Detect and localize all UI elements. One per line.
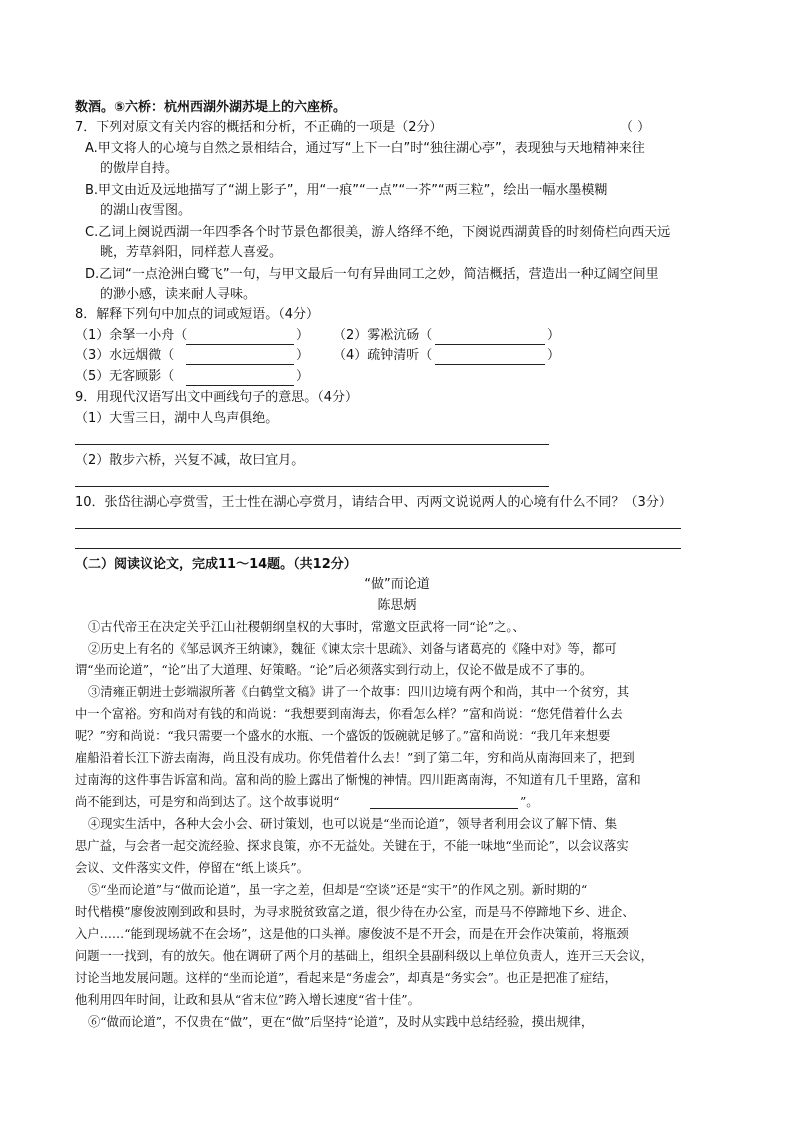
q9-stem: 9．用现代汉语写出文中画线句子的意思。（4分）	[75, 390, 359, 405]
q7-option-d: D.乙词“一点沧洲白鹭飞”一句，与甲文最后一句有异曲同工之妙，简洁概括，营造出一种辽阔空间里	[85, 267, 659, 282]
article-line: ③清雍正朝进士彭端淑所著《白鹤堂文稿》讲了一个故事：四川边境有两个和尚，其中一个贫穷，其	[88, 685, 630, 699]
article-line: 中一个富裕。穷和尚对有钱的和尚说：“我想要到南海去，你看怎么样？”富和尚说：“您凭借着什么去	[75, 707, 623, 721]
q8-answer-blank-3[interactable]	[186, 364, 294, 365]
article-line: 雇船沿着长江下游去南海，尚且没有成功。你凭借着什么去！”到了第二年，穷和尚从南海回来了，把到	[75, 751, 635, 765]
footnote-line: 数酒。⑤六桥：杭州西湖外湖苏堤上的六座桥。	[75, 100, 347, 115]
q10-stem: 10．张岱往湖心亭赏雪，王士性在湖心亭赏月，请结合甲、丙两文说说两人的心境有什么不同？（3分）	[75, 495, 672, 510]
q8-item-2: （2）雾凇沆砀（	[333, 328, 433, 343]
article-line: ④现实生活中，各种大会小会、研讨策划，也可以说是“坐而论道”，领导者利用会议了解下情、集	[88, 817, 618, 831]
article-line: 尚不能到达，可是穷和尚到达了。这个故事说明“	[75, 795, 340, 809]
q9-sentence-2: （2）散步六桥，兴复不减，故曰宜月。	[75, 453, 305, 468]
q8-item-1-close: ）	[296, 328, 310, 343]
article-title: “做”而论道	[364, 577, 430, 592]
q7-option-b-cont: 的湖山夜雪图。	[100, 203, 192, 218]
q8-item-4: （4）疏钟清听（	[333, 348, 433, 363]
q8-item-5: （5）无客顾影（	[75, 369, 175, 384]
q8-item-5-close: ）	[296, 369, 310, 384]
q7-option-d-cont: 的渺小感，读来耐人寻味。	[100, 287, 257, 302]
article-line: ⑥“做而论道”，不仅贵在“做”，更在“做”后坚持“论道”，及时从实践中总结经验，摸出规律，	[88, 1015, 594, 1029]
article-line: 他利用四年时间，让政和县从“省末位”跨入增长速度“省十佳”。	[75, 993, 420, 1007]
q8-item-4-close: ）	[547, 348, 561, 363]
q7-option-c: C.乙词上阕说西湖一年四季各个时节景色都很美，游人络绎不绝，下阕说西湖黄昏的时刻倚栏向西天远	[85, 225, 671, 240]
article-line: 问题一一找到，有的放矢。他在调研了两个月的基础上，组织全县副科级以上单位负责人，连开三天会议，	[75, 949, 653, 963]
q10-answer-line-1[interactable]	[75, 528, 681, 529]
article-line: ⑤“坐而论道”与“做而论道”，虽一字之差，但却是“空谈”还是“实干”的作风之别。新时期的“	[88, 883, 588, 897]
q9-answer-line-1[interactable]	[75, 444, 549, 445]
q7-option-b: B.甲文由近及远地描写了“湖上影子”，用“一痕”“一点”“一芥”“两三粒”，绘出一幅水墨模糊	[85, 183, 608, 198]
q7-option-a: A.甲文将人的心境与自然之景相结合，通过写“上下一白”时“独往湖心亭”，表现独与天地精神来往	[85, 141, 645, 156]
q9-answer-line-2[interactable]	[75, 486, 549, 487]
q8-item-2-close: ）	[547, 328, 561, 343]
article-fill-close: ”。	[520, 795, 539, 809]
article-line: 讨论当地发展问题。这样的“坐而论道”，看起来是“务虚会”，却真是“务实会”。也正是把准了症结，	[75, 971, 617, 985]
q8-answer-blank-5[interactable]	[186, 385, 294, 386]
article-line: 谓“坐而论道”，“论”出了大道理、好策略。“论”后必须落实到行动上，仅论不做是成不了事的。	[75, 663, 593, 677]
q7-stem: 7．下列对原文有关内容的概括和分析，不正确的一项是（2分）	[75, 120, 443, 135]
article-line: ①古代帝王在决定关乎江山社稷朝纲皇权的大事时，常邀文臣武将一同“论”之。、	[88, 620, 525, 634]
q10-answer-line-2[interactable]	[75, 548, 681, 549]
q8-item-1: （1）余拏一小舟（	[75, 328, 188, 343]
q8-stem: 8．解释下列句中加点的词或短语。（4分）	[75, 307, 320, 322]
q8-answer-blank-4[interactable]	[435, 364, 545, 365]
q9-sentence-1: （1）大雪三日，湖中人鸟声俱绝。	[75, 411, 279, 426]
q7-option-c-cont: 眺，芳草斜阳，同样惹人喜爱。	[100, 245, 283, 260]
q8-answer-blank-2[interactable]	[435, 344, 545, 345]
q8-item-3: （3）水远烟微（	[75, 348, 175, 363]
article-line: 时代楷模”廖俊波刚到政和县时，为寻求脱贫致富之道，很少待在办公室，而是马不停蹄地下乡、进企、	[75, 905, 635, 919]
article-line: 入户……“能到现场就不在会场”，这是他的口头禅。廖俊波不是不开会，而是在开会作决策前，将瓶颈	[75, 927, 629, 941]
article-author: 陈思炳	[377, 598, 417, 613]
q7-option-a-cont: 的傲岸自持。	[100, 161, 179, 176]
q8-answer-blank-1[interactable]	[186, 344, 294, 345]
article-line: 呢？”穷和尚说：“我只需要一个盛水的水瓶、一个盛饭的饭碗就足够了。”富和尚说：“我几年来想要	[75, 729, 611, 743]
article-line: ②历史上有名的《邹忌讽齐王纳谏》，魏征《谏太宗十思疏》、刘备与诸葛亮的《隆中对》等，都可	[88, 642, 617, 656]
article-line: 会议、文件落实文件，停留在“纸上谈兵”。	[75, 861, 309, 875]
q8-item-3-close: ）	[296, 348, 310, 363]
section-heading: （二）阅读议论文，完成11～14题。（共12分）	[75, 557, 357, 572]
article-line: 过南海的这件事告诉富和尚。富和尚的脸上露出了惭愧的神情。四川距离南海，不知道有几千里路，富和	[75, 773, 641, 787]
article-line: 思广益，与会者一起交流经验、探求良策，亦不无益处。关键在于，不能一味地“坐而论”，以会议落实	[75, 839, 629, 853]
q7-answer-bracket[interactable]: （ ）	[620, 120, 651, 135]
article-fill-blank[interactable]	[370, 808, 518, 809]
